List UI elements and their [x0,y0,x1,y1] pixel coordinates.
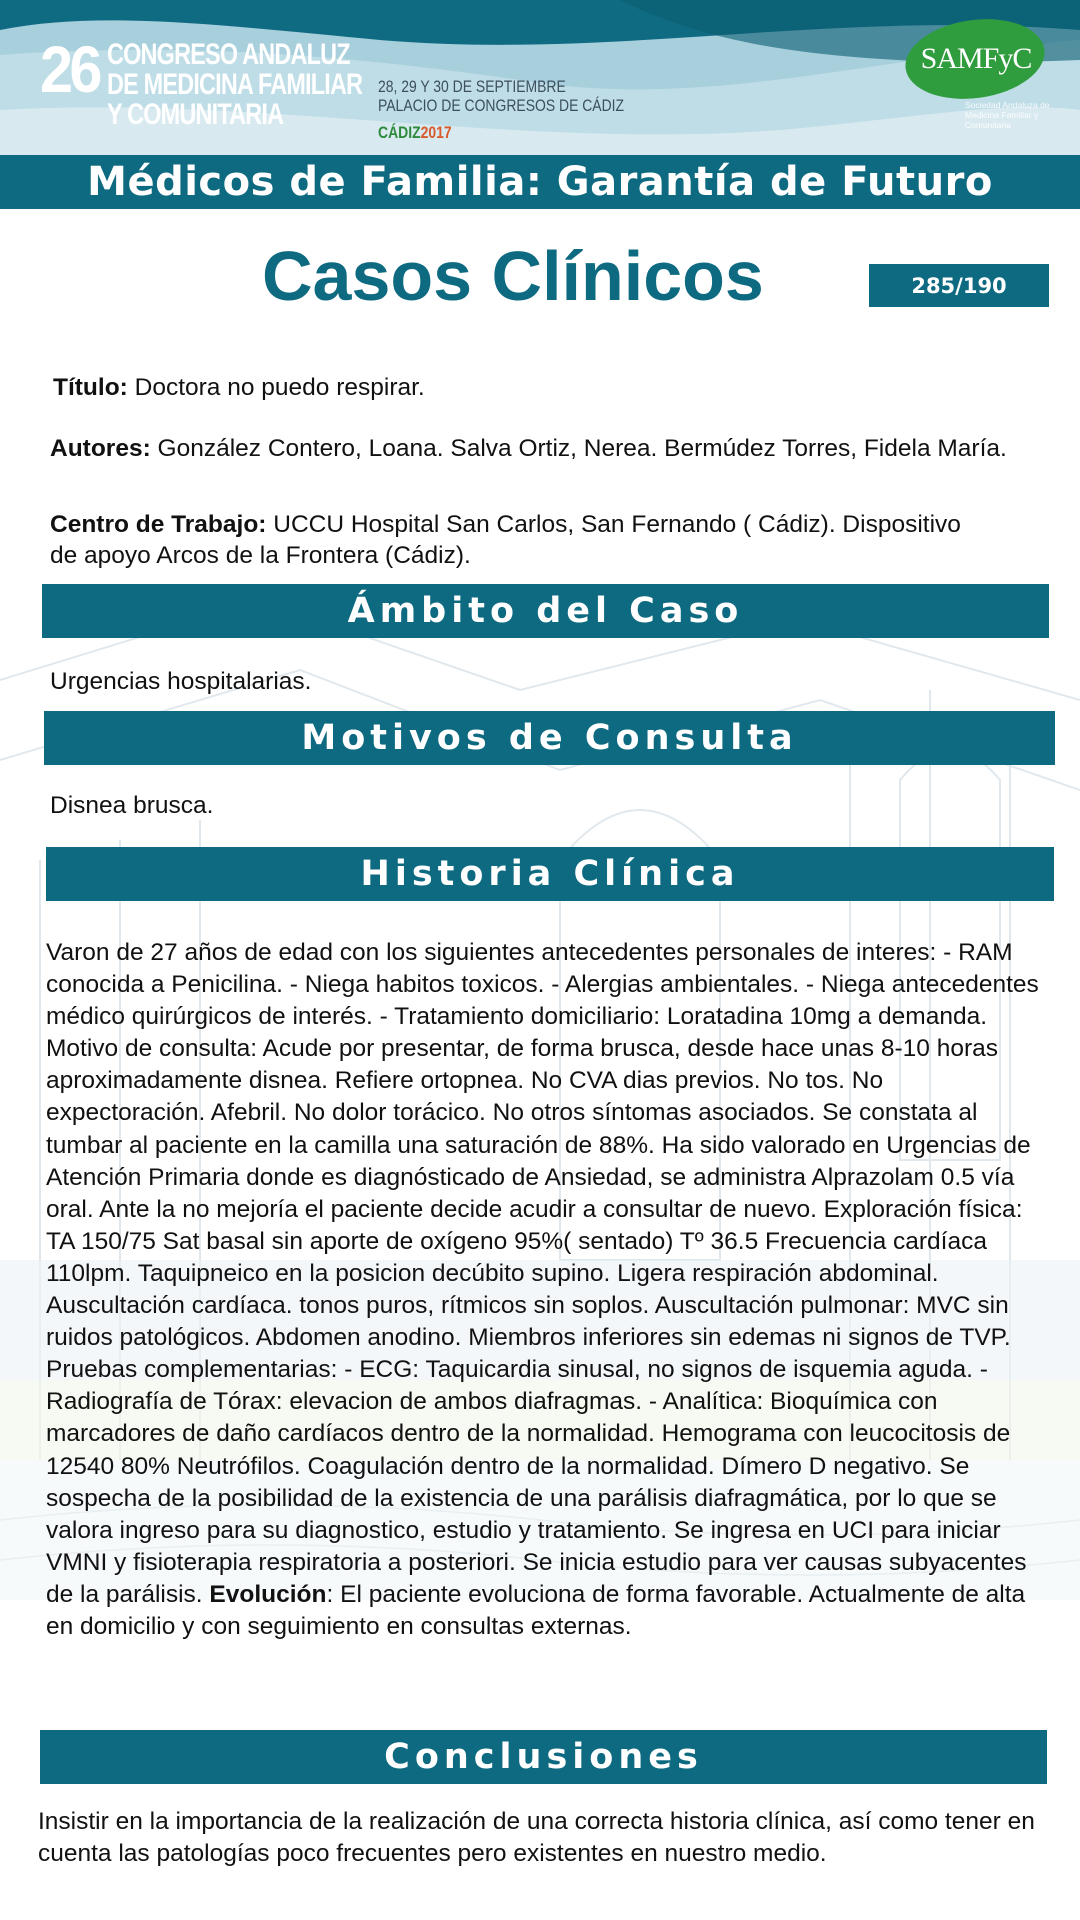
page-title: Casos Clínicos [262,237,764,315]
case-number-badge: 285/190 [869,264,1049,307]
slogan-bar [0,155,1080,209]
workplace-label: Centro de Trabajo: [50,511,267,538]
congress-header-banner [0,0,1080,155]
workplace-value: UCCU Hospital San Carlos, San Fernando ( Cádiz). Dispositivo de apoyo Arcos de la Frontera (Cádiz). [50,511,961,569]
samfyc-logo-text: SAMFyC [920,42,1032,75]
congress-city: CÁDIZ [378,123,421,142]
section-header-ambito [42,584,1049,638]
historia-body: Varon de 27 años de edad con los siguientes antecedentes personales de interes: - RAM conocida a Penicilina. - Niega habitos toxicos. - Alergias ambientales. - Niega antecedentes médico quirúrgicos de interés. - Tratamiento domiciliario: Loratadina 10mg a demanda. Motivo de consulta: Acude por presentar, de forma brusca, desde hace unas 8-10 horas aproximadamente disnea. Refiere ortopnea. No CVA dias previos. No tos. No expectoración. Afebril. No dolor torácico. No otros síntomas asociados. Se constata al tumbar al paciente en la camilla una saturación de 88%. Ha sido valorado en Urgencias de Atención Primaria donde es diagnósticado de Ansiedad, se administra Alprazolam 0.5 vía oral. Ante la no mejoría el paciente decide acudir a consultar de nuevo. Exploración física: TA 150/75 Sat basal sin aporte de oxígeno 95%( sentado) Tº 36.5 Frecuencia cardíaca 110lpm. Taquipneico en la posicion decúbito supino. Ligera respiración abdominal. Auscultación cardíaca. tonos puros, rítmicos sin soplos. Auscultación pulmonar: MVC sin ruidos patológicos. Abdomen anodino. Miembros inferiores sin edemas ni signos de TVP. Pruebas complementarias: - ECG: Taquicardia sinusal, no signos de isquemia aguda. - Radiografía de Tórax: elevacion de ambos diafragmas. - Analítica: Bioquímica con marcadores de daño cardíacos dentro de la normalidad. Hemograma con leucocitosis de 12540 80% Neutrófilos. Coagulación dentro de la normalidad. Dímero D negativo. Se sospecha de la posibilidad de la existencia de una parálisis diafragmática, por lo que se valora ingreso para su diagnostico, estudio y tratamiento. Se ingresa en UCI para iniciar VMNI y fisioterapia respiratoria a posteriori. Se inicia estudio para ver causas subyacentes de la parálisis. [46,939,1039,1608]
case-title-line [53,372,1033,403]
authors-line [50,433,1040,464]
conclusiones-text: Insistir en la importancia de la realización de una correcta historia clínica, así como tener en cuenta las patologías poco frecuentes pero existentes en nuestro medio. [38,1808,1035,1868]
congress-title-line: Y COMUNITARIA [107,98,284,131]
motivos-text: Disnea brusca. [50,792,214,819]
congress-city-year [378,123,452,143]
authors-label: Autores: [50,435,151,462]
congress-dates-line: 28, 29 Y 30 DE SEPTIEMBRE [378,77,566,96]
section-header-conclusiones [40,1730,1047,1784]
congress-title-line: CONGRESO ANDALUZ [107,38,350,71]
congress-edition-number: 26 [40,32,99,106]
congress-title [107,38,363,131]
historia-text [46,937,1046,1643]
congress-title-line: DE MEDICINA FAMILIAR [107,68,363,101]
case-title-value: Doctora no puedo respirar. [127,374,425,401]
congress-year: 2017 [420,123,452,142]
section-header-motivos [44,711,1055,765]
case-title-label: Título: [53,374,128,401]
section-heading: Motivos de Consulta [301,718,798,758]
evolucion-label: Evolución [209,1580,327,1608]
authors-value: González Contero, Loana. Salva Ortiz, Nerea. Bermúdez Torres, Fidela María. [150,435,1007,462]
section-header-historia [46,847,1054,901]
section-heading: Historia Clínica [360,854,740,894]
slogan-text: Médicos de Familia: Garantía de Futuro [87,159,993,205]
section-heading: Conclusiones [384,1737,703,1777]
workplace-line [50,509,990,571]
samfyc-logo-subtitle: Sociedad Andaluza de Medicina Familiar y Comunitaria [965,100,1050,130]
ambito-text: Urgencias hospitalarias. [50,668,312,695]
congress-dates [378,77,624,115]
evolucion-text: : El paciente evoluciona de forma favorable. Actualmente de alta en domicilio y con seguimiento en consultas externas. [46,1580,1026,1640]
congress-venue-line: PALACIO DE CONGRESOS DE CÁDIZ [378,96,625,115]
section-heading: Ámbito del Caso [347,591,744,631]
